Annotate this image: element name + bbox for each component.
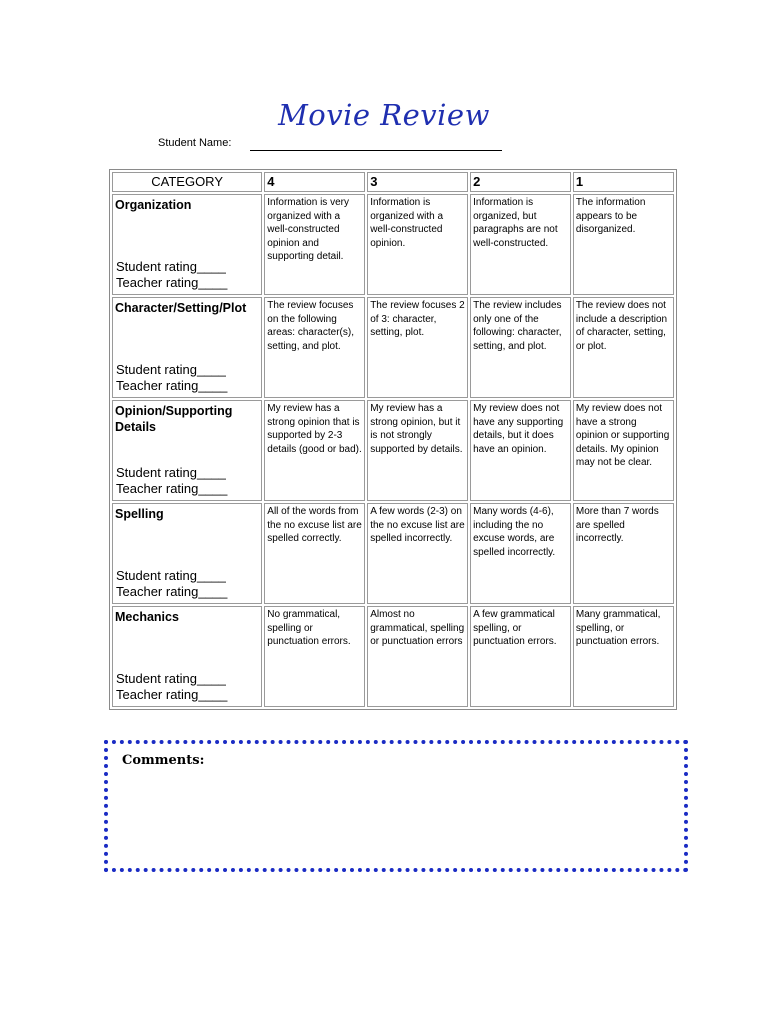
criteria-cell-3: Almost no grammatical, spelling or punctuation errors — [367, 606, 468, 707]
criteria-cell-4: Information is very organized with a well-constructed opinion and supporting detail. — [264, 194, 365, 295]
category-name: Opinion/Supporting Details — [115, 404, 233, 434]
header-score-1: 1 — [573, 172, 674, 192]
criteria-cell-3: A few words (2-3) on the no excuse list are spelled incorrectly. — [367, 503, 468, 604]
rubric-row-opinion-supporting-details — [112, 400, 674, 501]
criteria-cell-2: A few grammatical spelling, or punctuation errors. — [470, 606, 571, 707]
criteria-cell-3: Information is organized with a well-constructed opinion. — [367, 194, 468, 295]
header-score-4: 4 — [264, 172, 365, 192]
criteria-cell-2: Many words (4-6), including the no excuse words, are spelled incorrectly. — [470, 503, 571, 604]
student-rating: Student rating____ — [116, 362, 226, 377]
category-name: Spelling — [115, 507, 164, 521]
teacher-rating: Teacher rating____ — [116, 584, 228, 599]
teacher-rating: Teacher rating____ — [116, 687, 228, 702]
criteria-cell-1: The information appears to be disorganized. — [573, 194, 674, 295]
criteria-cell-3: My review has a strong opinion, but it is not strongly supported by details. — [367, 400, 468, 501]
comments-label: Comments: — [122, 753, 205, 768]
rubric-row-mechanics — [112, 606, 674, 707]
category-cell — [112, 297, 262, 398]
rating-lines — [116, 362, 227, 394]
student-rating: Student rating____ — [116, 568, 226, 583]
rating-lines — [116, 568, 227, 600]
category-cell — [112, 194, 262, 295]
criteria-cell-2: My review does not have any supporting details, but it does have an opinion. — [470, 400, 571, 501]
rubric-header-row — [112, 172, 674, 192]
criteria-cell-2: Information is organized, but paragraphs are not well-constructed. — [470, 194, 571, 295]
header-score-2: 2 — [470, 172, 571, 192]
teacher-rating: Teacher rating____ — [116, 275, 228, 290]
criteria-cell-4: My review has a strong opinion that is supported by 2-3 details (good or bad). — [264, 400, 365, 501]
student-rating: Student rating____ — [116, 671, 226, 686]
rubric-row-organization — [112, 194, 674, 295]
category-name: Character/Setting/Plot — [115, 301, 247, 315]
header-category: CATEGORY — [112, 172, 262, 192]
category-cell — [112, 606, 262, 707]
category-name: Mechanics — [115, 610, 179, 624]
rubric-table — [109, 169, 677, 710]
student-rating: Student rating____ — [116, 259, 226, 274]
criteria-cell-1: My review does not have a strong opinion or supporting details. My opinion may not be clear. — [573, 400, 674, 501]
criteria-cell-1: More than 7 words are spelled incorrectly. — [573, 503, 674, 604]
category-cell — [112, 400, 262, 501]
criteria-cell-1: The review does not include a description of character, setting, or plot. — [573, 297, 674, 398]
student-rating: Student rating____ — [116, 465, 226, 480]
page-title: Movie Review — [278, 98, 490, 132]
rubric-row-character-setting-plot — [112, 297, 674, 398]
teacher-rating: Teacher rating____ — [116, 481, 228, 496]
criteria-cell-2: The review includes only one of the following: character, setting, and plot. — [470, 297, 571, 398]
category-cell — [112, 503, 262, 604]
rating-lines — [116, 671, 227, 703]
teacher-rating: Teacher rating____ — [116, 378, 228, 393]
student-name-label: Student Name: — [158, 137, 232, 149]
criteria-cell-4: All of the words from the no excuse list are spelled correctly. — [264, 503, 365, 604]
criteria-cell-3: The review focuses 2 of 3: character, setting, plot. — [367, 297, 468, 398]
rating-lines — [116, 465, 227, 497]
comments-box — [104, 740, 688, 872]
criteria-cell-1: Many grammatical, spelling, or punctuation errors. — [573, 606, 674, 707]
criteria-cell-4: The review focuses on the following areas: character(s), setting, and plot. — [264, 297, 365, 398]
category-name: Organization — [115, 198, 192, 212]
rubric-row-spelling — [112, 503, 674, 604]
rating-lines — [116, 259, 227, 291]
criteria-cell-4: No grammatical, spelling or punctuation errors. — [264, 606, 365, 707]
student-name-blank-line — [250, 150, 502, 151]
header-score-3: 3 — [367, 172, 468, 192]
